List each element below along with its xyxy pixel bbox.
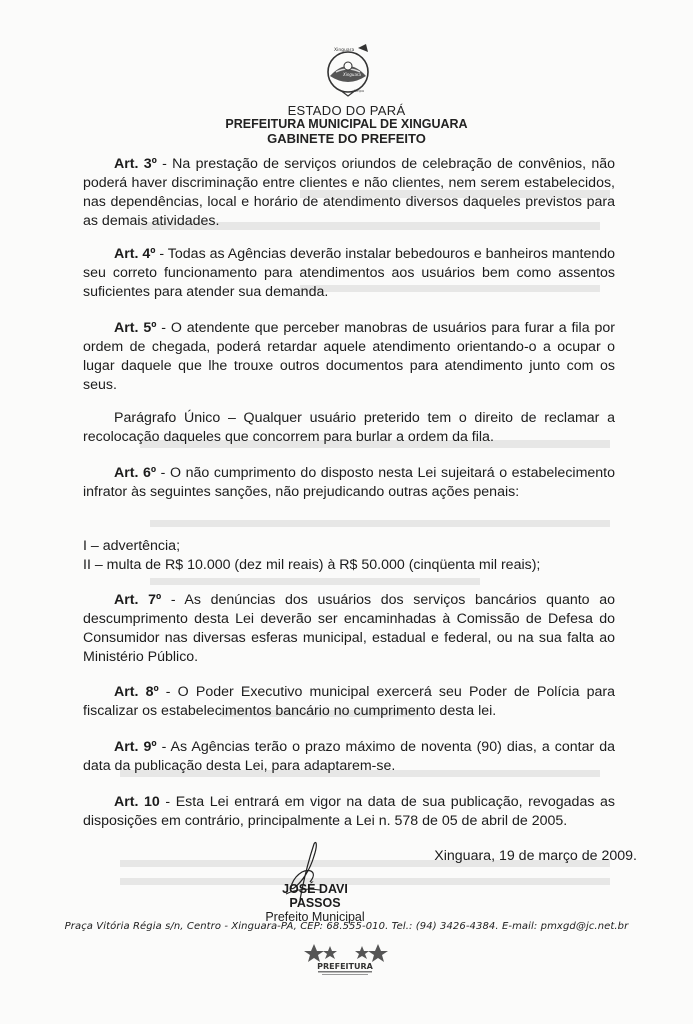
article-label: Art. 4º xyxy=(114,246,156,262)
article-text: - As Agências terão o prazo máximo de noventa (90) dias, a contar da data da publicação desta Lei, para adaptarem-se. xyxy=(83,739,615,774)
prefeitura-logo-icon xyxy=(300,940,390,976)
article-label: Art. 9º xyxy=(114,739,157,755)
article-label: Art. 5º xyxy=(114,320,157,336)
article-3 xyxy=(83,155,615,231)
crest-city-text: Xinguara xyxy=(343,72,362,77)
article-text: - Esta Lei entrará em vigor na data de sua publicação, revogadas as disposições em contrário, principalmente a Lei n. 578 de 05 de abril de 2005. xyxy=(83,794,616,829)
date-line: Xinguara, 19 de março de 2009. xyxy=(434,848,637,864)
sanction-item: II – multa de R$ 10.000 (dez mil reais) à R$ 50.000 (cinqüenta mil reais); xyxy=(83,557,541,573)
article-text: - O Poder Executivo municipal exercerá seu Poder de Polícia para fiscalizar os estabelecimentos bancário no cumprimento desta lei. xyxy=(83,684,615,719)
gabinete-heading: GABINETE DO PREFEITO xyxy=(267,131,426,146)
municipal-crest-icon xyxy=(318,42,378,100)
footer-address: Praça Vitória Régia s/n, Centro - Xinguara-PA, CEP: 68.555-010. Tel.: (94) 3426-4384. E-mail: pmxgd@jc.net.br xyxy=(64,921,629,932)
signer-name: JOSÉ DAVI PASSOS xyxy=(282,882,348,910)
state-heading: ESTADO DO PARÁ xyxy=(287,103,406,118)
prefeitura-heading: PREFEITURA MUNICIPAL DE XINGUARA xyxy=(225,117,468,131)
article-label: Art. 10 xyxy=(114,794,160,810)
article-7 xyxy=(83,591,615,667)
article-text: - O atendente que perceber manobras de usuários para furar a fila por ordem de chegada, poderá retardar aquele atendimento orientando-o a ocupar o lugar daquele que lhe trouxe outros documentos para atendimento junto com os seus. xyxy=(83,320,615,393)
article-4 xyxy=(83,245,615,302)
article-6 xyxy=(83,464,615,502)
article-label: Art. 7º xyxy=(114,592,162,608)
sanctions-list xyxy=(83,537,615,575)
sanction-item: I – advertência; xyxy=(83,538,181,554)
article-text: - Todas as Agências deverão instalar bebedouros e banheiros mantendo seu correto funcionamento para atendimentos aos usuários bem como assentos suficientes para atender sua demanda. xyxy=(83,246,616,300)
article-text: - As denúncias dos usuários dos serviços bancários quanto ao descumprimento desta Lei deverão ser encaminhadas à Comissão de Defesa do Consumidor nas diversas esferas municipal, estadual e federal, ou na sua falta ao Ministério Público. xyxy=(83,592,615,665)
article-label: Art. 3º xyxy=(114,156,157,172)
article-label: Art. 6º xyxy=(114,465,157,481)
logo-text: PREFEITURA xyxy=(317,962,373,971)
article-5 xyxy=(83,319,615,395)
article-text: - Na prestação de serviços oriundos de celebração de convênios, não poderá haver discriminação entre clientes e não clientes, nem serem estabelecidos, nas dependências, local e horário de atendimento diversos daqueles previstos para as demais atividades. xyxy=(83,156,615,229)
crest-motto-text: Xinguara xyxy=(334,48,355,53)
signer-title: Prefeito Municipal xyxy=(265,910,365,924)
article-text: - O não cumprimento do disposto nesta Lei sujeitará o estabelecimento infrator às seguintes sanções, não prejudicando outras ações penais: xyxy=(83,465,615,500)
article-10 xyxy=(83,793,615,831)
article-label: Art. 8º xyxy=(114,684,159,700)
crest-year-text: Vinpu xyxy=(354,89,364,93)
paragrafo-unico xyxy=(83,409,615,447)
paragraph-text: Parágrafo Único – Qualquer usuário preterido tem o direito de reclamar a recolocação daqueles que concorrem para burlar a ordem da fila. xyxy=(83,410,615,445)
article-8 xyxy=(83,683,615,721)
article-9 xyxy=(83,738,615,776)
signature-block xyxy=(255,882,375,924)
